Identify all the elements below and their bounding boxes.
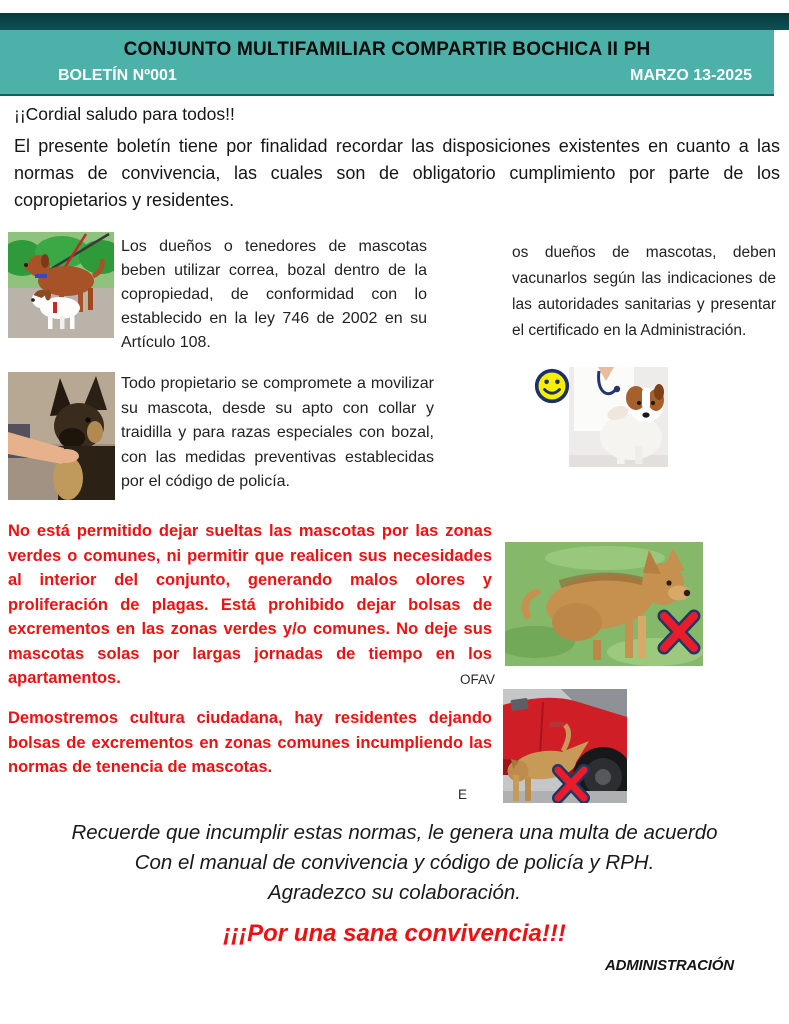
signature-administracion: ADMINISTRACIÓN <box>605 957 734 974</box>
warning-culture: Demostremos cultura ciudadana, hay residentes dejando bolsas de excrementos en zonas comunes incumpliendo las normas de tenencia de mascotas. <box>8 709 492 776</box>
transport-rule-text: Todo propietario se compromete a movilizar su mascota, desde su apto con collar y traidilla y para razas especiales con bozal, con las medidas preventivas establecidas por el código de policía. <box>121 375 434 490</box>
closing-line-2: Con el manual de convivencia y código de policía y RPH. <box>134 851 655 874</box>
closing-note <box>0 818 789 908</box>
closing-line-3: Agradezco su colaboración. <box>268 881 521 904</box>
page-title: CONJUNTO MULTIFAMILIAR COMPARTIR BOCHICA II PH <box>123 39 651 60</box>
dogs-on-leash-illustration <box>8 232 114 338</box>
dog-peeing-on-car-photo <box>503 689 627 803</box>
intro-paragraph: El presente boletín tiene por finalidad recordar las disposiciones existentes en cuanto a las normas de convivencia, las cuales son de obligatorio cumplimiento por parte de los copropietarios y residentes. <box>14 136 780 210</box>
dog-pooping-grass-photo <box>505 542 703 666</box>
slogan-text: ¡¡¡Por una sana convivencia!!! <box>223 920 566 947</box>
caption-e: E <box>458 787 468 802</box>
warning-no-loose-pets: No está permitido dejar sueltas las mascotas por las zonas verdes o comunes, ni permitir que realicen sus necesidades al interior del conjunto, generando malos olores y proliferación de plagas. Está prohibido dejar bolsas de excrementos en las zonas verdes y/o comunes. No deje sus mascotas solas por largas jornadas de tiempo en los apartamentos. <box>8 522 492 687</box>
caption-ofav: OFAV <box>460 672 496 687</box>
closing-line-1: Recuerde que incumplir estas normas, le genera una multa de acuerdo <box>71 821 718 844</box>
bulletin-number: BOLETÍN Nº001 <box>58 67 177 84</box>
greeting-text: ¡¡Cordial saludo para todos!! <box>14 104 235 124</box>
header-band <box>0 30 774 96</box>
vet-vaccinating-dog-photo <box>569 367 668 467</box>
header-dark-strip <box>0 13 789 30</box>
german-shepherd-hand-photo <box>8 372 115 500</box>
bulletin-date: MARZO 13-2025 <box>630 67 752 84</box>
smiley-face-icon <box>534 368 570 404</box>
vaccination-rule-text: os dueños de mascotas, deben vacunarlos según las indicaciones de las autoridades sanitarias y presentar el certificado en la Administración. <box>512 244 776 339</box>
leash-rule-text: Los dueños o tenedores de mascotas beben utilizar correa, bozal dentro de la copropiedad, de conformidad con lo establecido en la ley 746 de 2002 en su Artículo 108. <box>121 238 427 351</box>
